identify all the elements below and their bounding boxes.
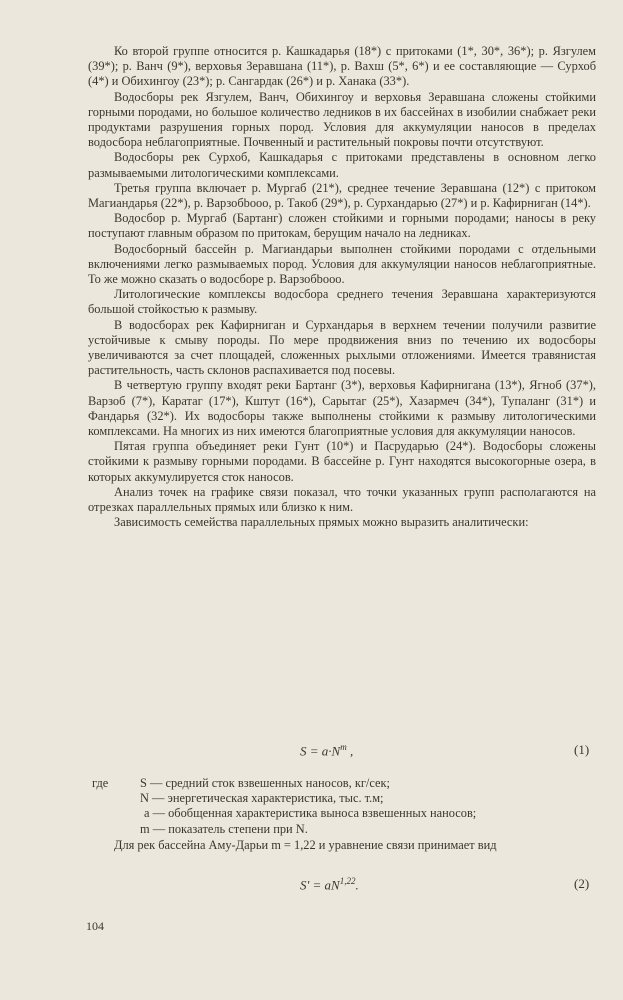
- variable-definitions: [140, 776, 600, 837]
- formula-1: $S = a\cdot N^m$ ,: [300, 742, 354, 759]
- page-number: 104: [86, 919, 104, 933]
- paragraph: Зависимость семейства параллельных прямых можно выразить аналитически:: [114, 515, 529, 530]
- paragraph: Третья группа включает р. Мургаб (21*), среднее течение Зеравшана (12*) с притоком Магиандарья (22*), р. Варзобbooo, р. Такоб (29*), р. Сурхандарью (27*) и р. Кафирниган (14*).: [88, 180, 596, 211]
- formula-2: S' = aN$^{1,22}$.: [300, 876, 359, 893]
- equation-number-1: (1): [574, 742, 590, 757]
- definition-item: a — обобщенная характеристика выноса взвешенных наносов;: [144, 806, 477, 821]
- equation-number-2: (2): [574, 876, 590, 891]
- paragraph: Водосбор р. Мургаб (Бартанг) сложен стойкими и горными породами; наносы в реку поступают главным образом по притокам, берущим начало на ледниках.: [88, 211, 596, 241]
- paragraph: Пятая группа объединяет реки Гунт (10*) и Пасрударью (24*). Водосборы сложены стойкими к размыву горными породами. В бассейне р. Гунт находятся высокогорные озера, в которых аккумулируется сток наносов.: [88, 439, 596, 484]
- paragraph: Литологические комплексы водосбора среднего течения Зеравшана характеризуются большой стойкостью к размыву.: [88, 287, 596, 317]
- paragraph: Водосборы рек Язгулем, Ванч, Обихингоу и верховья Зеравшана сложены стойкими горными породами, но большое количество ледников в их бассейнах в изобилии снабжает реки продуктами разрушения горных пород. Условия для аккумуляции наносов в пределах водосбора неблагоприятные. Почвенный и растительный покровы почти отсутствуют.: [88, 89, 596, 150]
- paragraph: Ко второй группе относится р. Кашкадарья (18*) с притоками (1*, 30*, 36*); р. Язгулем (39*); р. Ванч (9*), верховья Зеравшана (11*), р. Вахш (5*, 6*) и ее составляющие — Сурхоб (4*) и Обихингоу (23*); р. Сангардак (26*) и р. Ханака (33*).: [88, 44, 596, 89]
- after-text: [88, 838, 596, 853]
- definition-item: m — показатель степени при N.: [140, 821, 308, 836]
- definition-item: N — энергетическая характеристика, тыс. т.м;: [140, 791, 384, 806]
- paragraph: Для рек бассейна Аму-Дарьи m = 1,22 и уравнение связи принимает вид: [114, 838, 497, 852]
- definition-item: S — средний сток взвешенных наносов, кг/сек;: [140, 776, 390, 790]
- paragraph: В четвертую группу входят реки Бартанг (3*), верховья Кафирнигана (13*), Ягноб (37*), Варзоб (7*), Каратаг (17*), Кштут (16*), Сарытаг (25*), Хазармеч (34*), Тупаланг (31*) и Фандарья (32*). Их водосборы также выполнены стойкими к размыву литологическими комплексами. На многих из них имеются благоприятные условия для аккумуляции наносов.: [88, 378, 596, 439]
- paragraph: Водосборы рек Сурхоб, Кашкадарья с притоками представлены в основном легко размываемыми литологическими комплексами.: [88, 150, 596, 180]
- body-text: [88, 44, 596, 531]
- paragraph: Анализ точек на графике связи показал, что точки указанных групп располагаются на отрезках параллельных прямых или близко к ним.: [88, 484, 596, 515]
- paragraph: В водосборах рек Кафирниган и Сурхандарья в верхнем течении получили развитие устойчивые к смыву породы. По мере продвижения вниз по течению их водосборы увеличиваются за счет площадей, сложенных рыхлыми отложениями. Имеется травянистая растительность, часть склонов распахивается под посевы.: [88, 317, 596, 378]
- paragraph: Водосборный бассейн р. Магиандарьи выполнен стойкими породами с отдельными включениями легко размываемых пород. Условия для аккумуляции наносов неблагоприятные. То же можно сказать о водосборе р. Варзобbooo.: [88, 241, 596, 287]
- where-label: где: [92, 776, 109, 790]
